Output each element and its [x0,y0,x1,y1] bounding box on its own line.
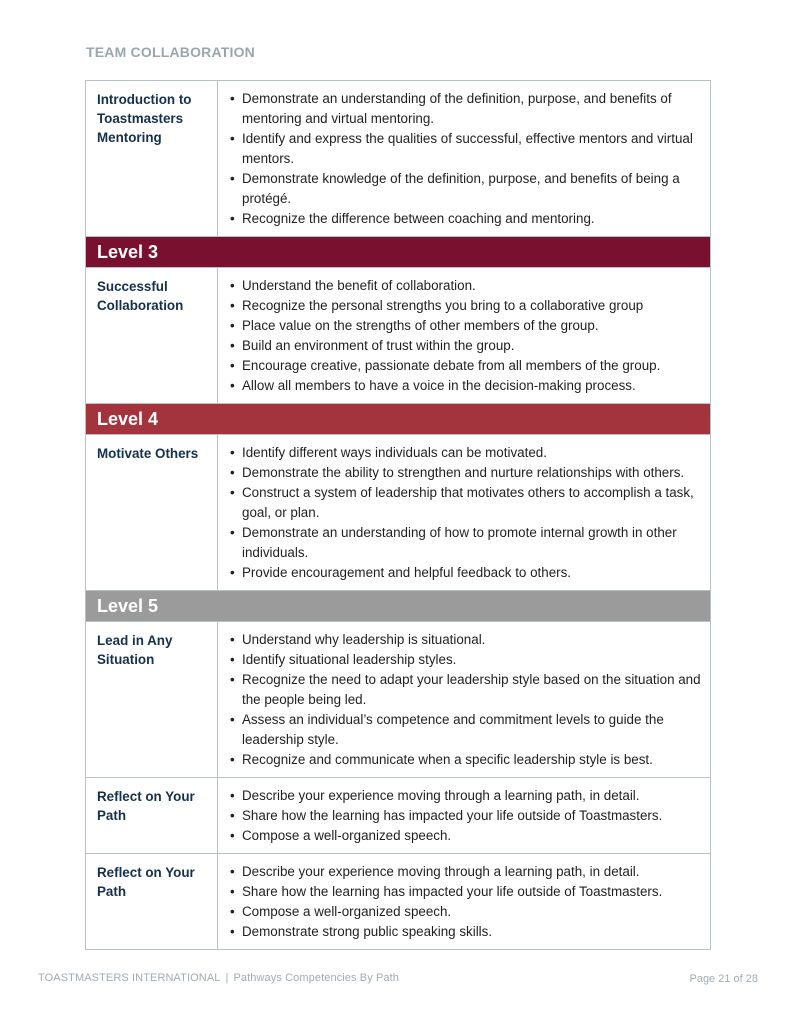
level-5-header-row [86,591,711,622]
competency-list-cell [218,778,711,854]
project-row [86,435,711,591]
competency-item: • Demonstrate an understanding of how to promote internal growth in other individuals. [230,523,704,563]
competency-list-cell [218,81,711,237]
project-row [86,268,711,404]
competency-item: • Demonstrate strong public speaking skills. [230,922,704,942]
project-row [86,778,711,854]
competency-item: • Recognize and communicate when a specific leadership style is best. [230,750,704,770]
project-name: Successful Collaboration [86,268,218,404]
page-number: Page 21 of 28 [689,973,758,985]
competency-list-cell [218,435,711,591]
footer-left [38,972,399,984]
level-4-header-row [86,404,711,435]
project-name: Lead in Any Situation [86,622,218,778]
footer-document-title: Pathways Competencies By Path [233,972,400,984]
competency-list [230,276,704,396]
competency-item: • Identify situational leadership styles. [230,650,704,670]
level-3-header-row [86,237,711,268]
competency-item: • Share how the learning has impacted your life outside of Toastmasters. [230,882,704,902]
project-row [86,622,711,778]
competency-list [230,630,704,770]
competency-list [230,89,704,229]
competency-list-cell [218,622,711,778]
competency-list [230,443,704,583]
competency-list-cell [218,268,711,404]
project-name: Motivate Others [86,435,218,591]
competency-list [230,786,704,846]
competencies-table-body [86,81,711,950]
project-row [86,81,711,237]
competency-list-cell [218,854,711,950]
competencies-table [85,80,711,950]
competency-item: • Construct a system of leadership that motivates others to accomplish a task, goal, or plan. [230,483,704,523]
competency-item: • Understand the benefit of collaboration. [230,276,704,296]
footer-organization: TOASTMASTERS INTERNATIONAL [38,972,221,984]
competency-item: • Place value on the strengths of other members of the group. [230,316,704,336]
competency-item: • Identify and express the qualities of successful, effective mentors and virtual mentors. [230,129,704,169]
project-row [86,854,711,950]
competency-item: • Describe your experience moving through a learning path, in detail. [230,786,704,806]
competency-item: • Compose a well-organized speech. [230,826,704,846]
competency-list [230,862,704,942]
competency-item: • Recognize the difference between coaching and mentoring. [230,209,704,229]
competency-item: • Assess an individual’s competence and commitment levels to guide the leadership style. [230,710,704,750]
competency-item: • Recognize the personal strengths you bring to a collaborative group [230,296,704,316]
level-5-header: Level 5 [86,591,711,622]
competency-item: • Allow all members to have a voice in the decision-making process. [230,376,704,396]
competency-item: • Identify different ways individuals can be motivated. [230,443,704,463]
competency-item: • Demonstrate the ability to strengthen and nurture relationships with others. [230,463,704,483]
competency-item: • Recognize the need to adapt your leadership style based on the situation and the people being led. [230,670,704,710]
competency-item: • Provide encouragement and helpful feedback to others. [230,563,704,583]
footer-separator: | [225,972,229,984]
competency-item: • Demonstrate an understanding of the definition, purpose, and benefits of mentoring and virtual mentoring. [230,89,704,129]
section-title: TEAM COLLABORATION [86,44,255,60]
competency-item: • Share how the learning has impacted your life outside of Toastmasters. [230,806,704,826]
project-name: Introduction to Toastmasters Mentoring [86,81,218,237]
level-3-header: Level 3 [86,237,711,268]
level-4-header: Level 4 [86,404,711,435]
competency-item: • Demonstrate knowledge of the definition, purpose, and benefits of being a protégé. [230,169,704,209]
competency-item: • Compose a well-organized speech. [230,902,704,922]
project-name: Reflect on Your Path [86,854,218,950]
project-name: Reflect on Your Path [86,778,218,854]
competency-item: • Build an environment of trust within the group. [230,336,704,356]
competency-item: • Encourage creative, passionate debate from all members of the group. [230,356,704,376]
competency-item: • Understand why leadership is situational. [230,630,704,650]
competency-item: • Describe your experience moving through a learning path, in detail. [230,862,704,882]
